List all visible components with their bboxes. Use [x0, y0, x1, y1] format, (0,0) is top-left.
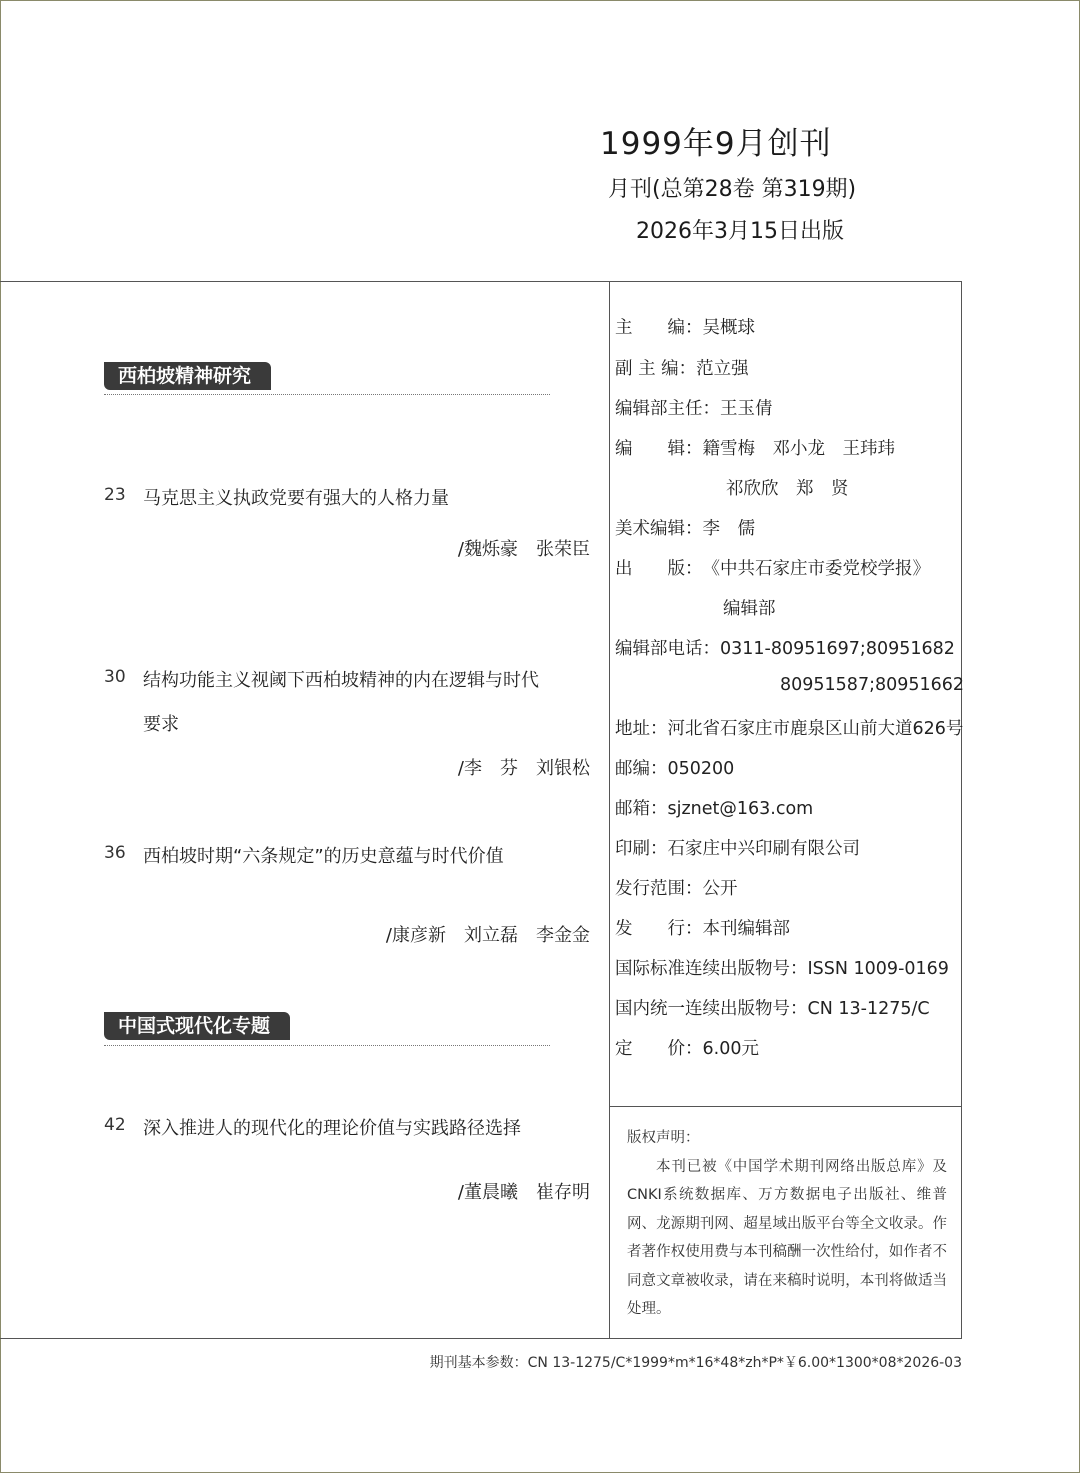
info-value: 0311-80951697;80951682 [720, 639, 955, 659]
journal-parameters: 期刊基本参数：CN 13-1275/C*1999*m*16*48*zh*P*￥6.00*1300*08*2026-03 [429, 1355, 962, 1371]
info-art-editor [615, 515, 755, 540]
article-page-number: 30 [104, 667, 126, 687]
issue-info: 月刊(总第28卷 第319期) [608, 177, 857, 202]
founded-date: 1999年9月创刊 [600, 126, 832, 162]
info-label: 发 行： [615, 919, 703, 939]
article-title[interactable]: 结构功能主义视阈下西柏坡精神的内在逻辑与时代 [143, 670, 539, 691]
info-label: 主 编： [615, 318, 703, 338]
section-rule [104, 1045, 550, 1046]
info-value: 本刊编辑部 [702, 919, 790, 939]
info-phone-cont: 80951587;80951662 [780, 675, 965, 695]
info-value: 6.00元 [702, 1039, 759, 1059]
info-value: 王玉倩 [720, 399, 773, 419]
info-printer [615, 835, 860, 860]
section-rule [104, 394, 550, 395]
copyright-heading: 版权声明： [627, 1130, 700, 1146]
info-label: 印刷： [615, 839, 668, 859]
article-authors: /康彦新 刘立磊 李金金 [385, 925, 590, 946]
article-title-continued[interactable]: 要求 [143, 714, 179, 735]
info-deputy-editor [615, 355, 749, 380]
info-label: 编 辑： [615, 439, 703, 459]
article-page-number: 42 [104, 1115, 126, 1135]
info-label: 发行范围： [615, 879, 703, 899]
bottom-rule [0, 1338, 962, 1339]
info-distributor [615, 915, 790, 940]
top-rule [0, 281, 962, 282]
article-page-number: 36 [104, 843, 126, 863]
info-value: CN 13-1275/C [807, 999, 930, 1019]
info-label: 邮编： [615, 759, 668, 779]
info-label: 邮箱： [615, 799, 668, 819]
info-value: 范立强 [696, 359, 749, 379]
info-editors-cont: 祁欣欣 郑 贤 [726, 479, 849, 499]
copyright-divider [609, 1106, 962, 1107]
info-address [615, 715, 963, 740]
info-value: 石家庄中兴印刷有限公司 [667, 839, 860, 859]
section-tag-modernization: 中国式现代化专题 [104, 1012, 290, 1040]
info-label: 国内统一连续出版物号： [615, 999, 808, 1019]
info-cn [615, 995, 930, 1020]
article-title[interactable]: 西柏坡时期“六条规定”的历史意蕴与时代价值 [143, 846, 504, 867]
info-phone [615, 635, 955, 660]
copyright-body: 本刊已被《中国学术期刊网络出版总库》及CNKI系统数据库、万方数据电子出版社、维普网、龙源期刊网、超星域出版平台等全文收录。作者著作权使用费与本刊稿酬一次性给付，如作者不同意文章被收录，请在来稿时说明，本刊将做适当处理。 [627, 1158, 947, 1317]
info-office-director [615, 395, 773, 420]
info-label: 副 主 编： [615, 359, 697, 379]
article-authors: /魏烁豪 张荣臣 [457, 539, 590, 560]
article-title[interactable]: 深入推进人的现代化的理论价值与实践路径选择 [143, 1118, 521, 1139]
info-publisher [615, 555, 930, 580]
article-authors: /董晨曦 崔存明 [457, 1182, 590, 1203]
info-value: 河北省石家庄市鹿泉区山前大道626号 [667, 719, 964, 739]
info-publisher-cont: 编辑部 [723, 599, 776, 619]
info-value: ISSN 1009-0169 [807, 959, 949, 979]
info-label: 国际标准连续出版物号： [615, 959, 808, 979]
info-value: 公开 [702, 879, 738, 899]
info-editors [615, 435, 895, 460]
copyright-notice [627, 1124, 947, 1324]
article-title[interactable]: 马克思主义执政党要有强大的人格力量 [143, 488, 449, 509]
info-value: 籍雪梅 邓小龙 王玮玮 [702, 439, 895, 459]
article-page-number: 23 [104, 485, 126, 505]
publish-date: 2026年3月15日出版 [636, 219, 844, 244]
column-divider [609, 281, 610, 1339]
right-rule [961, 281, 962, 1339]
info-chief-editor [615, 314, 755, 339]
info-label: 定 价： [615, 1039, 703, 1059]
info-issn [615, 955, 949, 980]
info-value[interactable]: sjznet@163.com [667, 799, 814, 819]
info-email [615, 795, 813, 820]
section-tag-xibaipo: 西柏坡精神研究 [104, 362, 271, 390]
info-label: 地址： [615, 719, 668, 739]
info-price [615, 1035, 759, 1060]
info-label: 美术编辑： [615, 519, 703, 539]
info-label: 编辑部电话： [615, 639, 720, 659]
info-value: 李 儒 [702, 519, 755, 539]
info-label: 出 版： [615, 559, 703, 579]
info-distribution-scope [615, 875, 738, 900]
info-value: 吴概球 [702, 318, 755, 338]
info-postcode [615, 755, 734, 780]
info-value: 050200 [667, 759, 735, 779]
info-label: 编辑部主任： [615, 399, 720, 419]
info-value: 《中共石家庄市委党校学报》 [702, 559, 930, 579]
article-authors: /李 芬 刘银松 [457, 758, 590, 779]
